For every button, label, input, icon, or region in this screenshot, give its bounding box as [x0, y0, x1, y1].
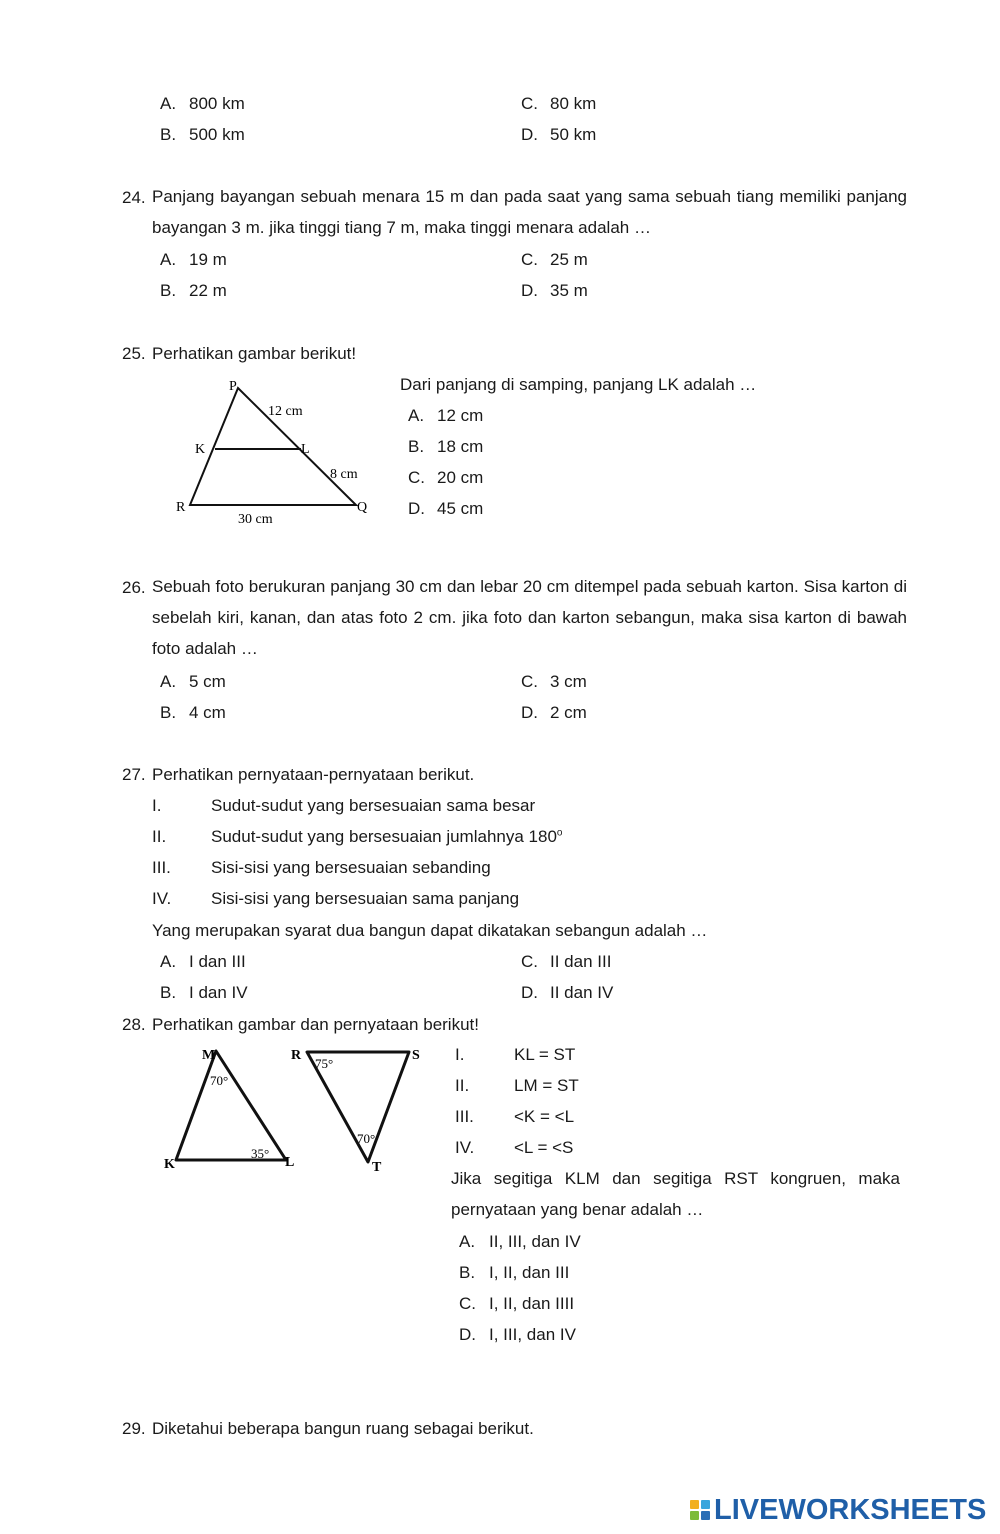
q28-option-a-text: II, III, dan IV — [489, 1232, 581, 1251]
q24-option-d-letter: D. — [521, 281, 538, 300]
q27-statement-2-text: Sudut-sudut yang bersesuaian jumlahnya 180 — [211, 827, 557, 846]
q27-option-a-letter: A. — [160, 952, 177, 971]
q27-option-c-text: II dan III — [550, 952, 612, 971]
q29-number: 29. — [122, 1419, 146, 1438]
q25-option-c-letter: C. — [408, 468, 425, 487]
q24-option-b-text: 22 m — [189, 281, 227, 300]
q24-option-c-text: 25 m — [550, 250, 588, 269]
q26-option-d-letter: D. — [521, 703, 538, 722]
label-l: L — [301, 442, 310, 457]
label-r: R — [291, 1048, 302, 1063]
q28-question: Jika segitiga KLM dan segitiga RST kongruen, maka pernyataan yang benar adalah … — [451, 1169, 900, 1219]
q25-option-d-letter: D. — [408, 499, 425, 518]
angle-m-label: 70° — [210, 1073, 229, 1088]
q23-option-a-text: 800 km — [189, 94, 245, 113]
angle-r-label: 75° — [315, 1056, 334, 1071]
label-k: K — [164, 1157, 175, 1172]
q27-statement-4-roman: IV. — [152, 889, 172, 908]
q26-number: 26. — [122, 578, 146, 597]
q27-question: Yang merupakan syarat dua bangun dapat dikatakan sebangun adalah … — [152, 921, 708, 940]
q23-option-d-text: 50 km — [550, 125, 597, 144]
angle-l-label: 35° — [251, 1146, 270, 1161]
q23-option-c-letter: C. — [521, 94, 538, 113]
q27-statement-1-roman: I. — [152, 796, 162, 815]
label-s: S — [412, 1048, 420, 1063]
q23-option-c-text: 80 km — [550, 94, 597, 113]
q28-option-d-text: I, III, dan IV — [489, 1325, 576, 1344]
q28-option-d-letter: D. — [459, 1325, 476, 1344]
q27-statement-3-roman: III. — [152, 858, 171, 877]
q27-option-d-letter: D. — [521, 983, 538, 1002]
q24-option-a-text: 19 m — [189, 250, 227, 269]
label-rq-length: 30 cm — [238, 512, 273, 527]
q27-text: Perhatikan pernyataan-pernyataan berikut. — [152, 765, 475, 784]
label-pl-length: 12 cm — [268, 404, 303, 419]
liveworksheets-logo[interactable] — [690, 1494, 986, 1526]
q29-text: Diketahui beberapa bangun ruang sebagai berikut. — [152, 1419, 534, 1438]
q26-option-c-letter: C. — [521, 672, 538, 691]
q26-text: Sebuah foto berukuran panjang 30 cm dan lebar 20 cm ditempel pada sebuah karton. Sisa karton di sebelah kiri, kanan, dan atas foto 2 cm. jika foto dan karton sebangun, maka sisa karton di bawah foto adalah … — [152, 577, 907, 658]
label-m: M — [202, 1048, 216, 1063]
q26-option-b-text: 4 cm — [189, 703, 226, 722]
q28-statement-3-roman: III. — [455, 1107, 474, 1126]
logo-text: LIVEWORKSHEETS — [714, 1493, 987, 1526]
q28-text: Perhatikan gambar dan pernyataan berikut! — [152, 1015, 479, 1034]
label-p: P — [229, 379, 237, 394]
q28-statement-3-text: <K = <L — [514, 1107, 575, 1126]
q24-number: 24. — [122, 188, 146, 207]
q28-option-b-letter: B. — [459, 1263, 476, 1282]
q23-option-a-letter: A. — [160, 94, 177, 113]
q25-option-d-text: 45 cm — [437, 499, 484, 518]
q28-statement-1-text: KL = ST — [514, 1045, 576, 1064]
q27-statement-4-text: Sisi-sisi yang bersesuaian sama panjang — [211, 889, 520, 908]
q24-option-d-text: 35 m — [550, 281, 588, 300]
degree-superscript: o — [556, 827, 563, 839]
q26-option-b-letter: B. — [160, 703, 177, 722]
q25-option-b-text: 18 cm — [437, 437, 484, 456]
q23-option-d-letter: D. — [521, 125, 538, 144]
q28-option-b-text: I, II, dan III — [489, 1263, 570, 1282]
q26-option-a-text: 5 cm — [189, 672, 226, 691]
q27-statement-3-text: Sisi-sisi yang bersesuaian sebanding — [211, 858, 491, 877]
q25-number: 25. — [122, 344, 146, 363]
q28-option-c-text: I, II, dan IIII — [489, 1294, 575, 1313]
q27-statement-2-roman: II. — [152, 827, 167, 846]
q28-statement-2-roman: II. — [455, 1076, 470, 1095]
q28-statement-4-text: <L = <S — [514, 1138, 574, 1157]
q24-option-b-letter: B. — [160, 281, 177, 300]
q23-option-b-text: 500 km — [189, 125, 245, 144]
logo-mark-icon — [690, 1500, 710, 1520]
q27-statement-1-text: Sudut-sudut yang bersesuaian sama besar — [211, 796, 536, 815]
q27-number: 27. — [122, 765, 146, 784]
label-t: T — [372, 1160, 382, 1175]
q27-statement-2 — [211, 828, 562, 845]
q24-option-a-letter: A. — [160, 250, 177, 269]
q28-statement-2-text: LM = ST — [514, 1076, 579, 1095]
q25-side-text: Dari panjang di samping, panjang LK adalah … — [400, 375, 757, 394]
q24-text: Panjang bayangan sebuah menara 15 m dan pada saat yang sama sebuah tiang memiliki panjang bayangan 3 m. jika tinggi tiang 7 m, maka tinggi menara adalah … — [152, 187, 907, 237]
q27-option-d-text: II dan IV — [550, 983, 614, 1002]
q28-statement-1-roman: I. — [455, 1045, 465, 1064]
q26-option-c-text: 3 cm — [550, 672, 587, 691]
q23-option-b-letter: B. — [160, 125, 177, 144]
q28-triangles-figure — [160, 1040, 430, 1180]
q27-option-c-letter: C. — [521, 952, 538, 971]
q28-statement-4-roman: IV. — [455, 1138, 475, 1157]
triangle-klm — [176, 1051, 286, 1160]
q25-option-a-text: 12 cm — [437, 406, 484, 425]
q25-triangle-figure — [170, 374, 380, 530]
q25-option-a-letter: A. — [408, 406, 425, 425]
q25-option-c-text: 20 cm — [437, 468, 484, 487]
label-lq-length: 8 cm — [330, 467, 358, 482]
q25-option-b-letter: B. — [408, 437, 425, 456]
q27-option-b-letter: B. — [160, 983, 177, 1002]
angle-t-label: 70° — [357, 1131, 376, 1146]
q25-text: Perhatikan gambar berikut! — [152, 344, 357, 363]
q27-option-a-text: I dan III — [189, 952, 246, 971]
q27-option-b-text: I dan IV — [189, 983, 248, 1002]
q26-option-d-text: 2 cm — [550, 703, 587, 722]
q28-option-a-letter: A. — [459, 1232, 476, 1251]
q26-option-a-letter: A. — [160, 672, 177, 691]
label-r: R — [176, 500, 186, 515]
q24-option-c-letter: C. — [521, 250, 538, 269]
label-l: L — [285, 1155, 295, 1170]
q28-option-c-letter: C. — [459, 1294, 476, 1313]
label-k: K — [195, 442, 206, 457]
q28-number: 28. — [122, 1015, 146, 1034]
label-q: Q — [357, 500, 368, 515]
